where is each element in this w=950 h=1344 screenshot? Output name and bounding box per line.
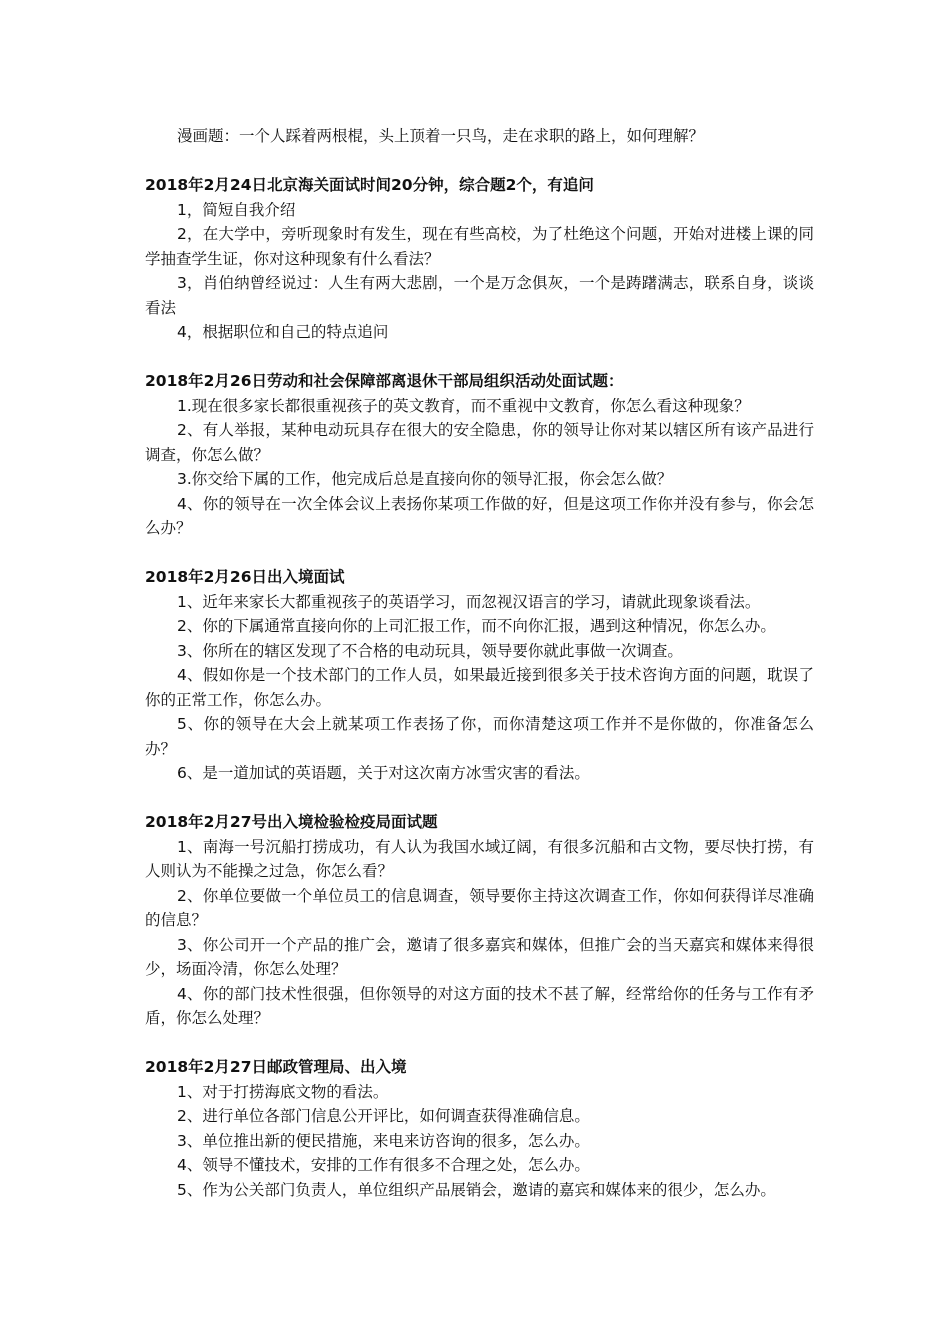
question-item: 2、你单位要做一个单位员工的信息调查，领导要你主持这次调查工作，你如何获得详尽准确的信息？ <box>145 886 814 929</box>
spacer <box>145 541 814 566</box>
section-heading: 2018年2月26日出入境面试 <box>145 568 345 586</box>
question-item: 5、作为公关部门负责人，单位组织产品展销会，邀请的嘉宾和媒体来的很少，怎么办。 <box>177 1180 776 1199</box>
section-heading: 2018年2月27号出入境检验检疫局面试题 <box>145 813 438 831</box>
section-heading: 2018年2月24日北京海关面试时间20分钟，综合题2个，有追问 <box>145 176 594 194</box>
question-item: 2、你的下属通常直接向你的上司汇报工作，而不向你汇报，遇到这种情况，你怎么办。 <box>177 617 776 635</box>
question-item: 2，在大学中，旁听现象时有发生，现在有些高校，为了杜绝这个问题，开始对进楼上课的同学抽查学生证，你对这种现象有什么看法？ <box>145 225 814 268</box>
intro-question: 漫画题：一个人踩着两根棍，头上顶着一只鸟，走在求职的路上，如何理解？ <box>177 127 705 145</box>
question-item: 3，肖伯纳曾经说过：人生有两大悲剧，一个是万念俱灰，一个是踌躇满志，联系自身，谈谈看法 <box>145 274 814 317</box>
question-item: 5、你的领导在大会上就某项工作表扬了你，而你清楚这项工作并不是你做的，你准备怎么办？ <box>145 715 814 758</box>
spacer <box>145 345 814 370</box>
question-item: 4、领导不懂技术，安排的工作有很多不合理之处，怎么办。 <box>177 1156 590 1174</box>
question-item: 1、对于打捞海底文物的看法。 <box>177 1082 389 1101</box>
question-item: 4、你的领导在一次全体会议上表扬你某项工作做的好，但是这项工作你并没有参与，你会怎么办？ <box>145 494 814 537</box>
question-item: 4、假如你是一个技术部门的工作人员，如果最近接到很多关于技术咨询方面的问题，耽误了你的正常工作，你怎么办。 <box>145 666 814 709</box>
question-item: 6、是一道加试的英语题，关于对这次南方冰雪灾害的看法。 <box>177 764 590 782</box>
section-postal-bureau <box>145 1055 814 1202</box>
question-item: 1、南海一号沉船打捞成功，有人认为我国水域辽阔，有很多沉船和古文物，要尽快打捞，有人则认为不能操之过急，你怎么看？ <box>145 837 814 880</box>
question-item: 4、你的部门技术性很强，但你领导的对这方面的技术不甚了解，经常给你的任务与工作有矛盾，你怎么处理？ <box>145 984 814 1027</box>
question-item: 2、有人举报，某种电动玩具存在很大的安全隐患，你的领导让你对某以辖区所有该产品进行调查，你怎么做？ <box>145 421 814 464</box>
section-heading: 2018年2月26日劳动和社会保障部离退休干部局组织活动处面试题： <box>145 372 624 390</box>
section-immigration <box>145 565 814 786</box>
section-labor-ministry <box>145 369 814 541</box>
section-heading: 2018年2月27日邮政管理局、出入境 <box>145 1058 407 1076</box>
question-item: 4，根据职位和自己的特点追问 <box>177 323 389 341</box>
section-inspection-quarantine <box>145 810 814 1031</box>
question-item: 3、你所在的辖区发现了不合格的电动玩具，领导要你就此事做一次调查。 <box>177 641 683 660</box>
spacer <box>145 1031 814 1056</box>
question-item: 3、你公司开一个产品的推广会，邀请了很多嘉宾和媒体，但推广会的当天嘉宾和媒体来得很少，场面冷清，你怎么处理？ <box>145 935 814 978</box>
question-item: 2、进行单位各部门信息公开评比，如何调查获得准确信息。 <box>177 1107 590 1125</box>
question-item: 3、单位推出新的便民措施，来电来访咨询的很多，怎么办。 <box>177 1131 590 1150</box>
question-item: 1.现在很多家长都很重视孩子的英文教育，而不重视中文教育，你怎么看这种现象？ <box>177 396 750 415</box>
section-beijing-customs <box>145 173 814 345</box>
question-item: 3.你交给下属的工作，他完成后总是直接向你的领导汇报，你会怎么做？ <box>177 470 673 488</box>
question-item: 1，简短自我介绍 <box>177 200 296 219</box>
question-item: 1、近年来家长大都重视孩子的英语学习，而忽视汉语言的学习，请就此现象谈看法。 <box>177 592 761 611</box>
spacer <box>145 786 814 811</box>
spacer <box>145 149 814 174</box>
